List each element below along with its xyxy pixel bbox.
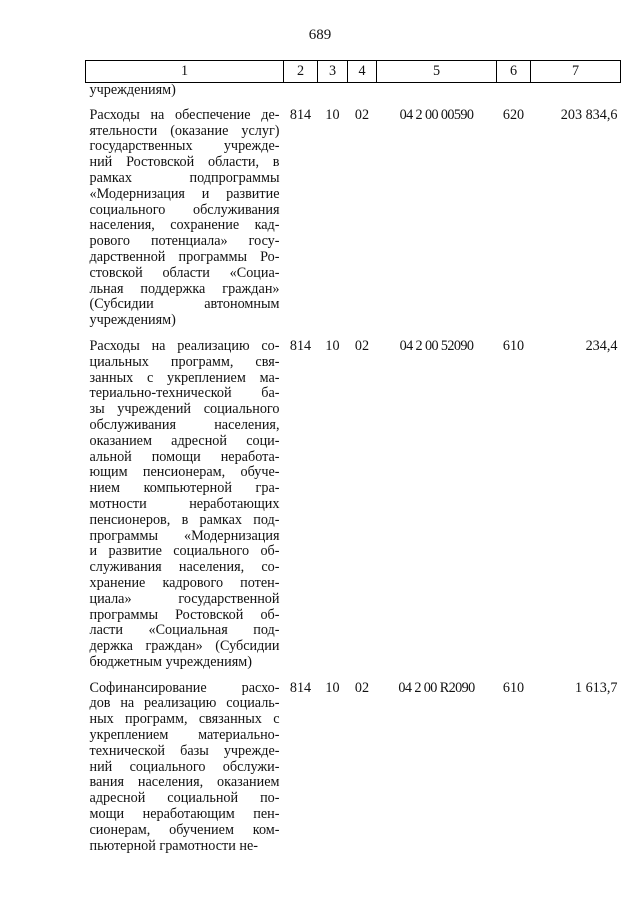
description-line: альной помощи неработа- [89, 448, 280, 465]
description-line: хранение кадрового потен- [89, 574, 280, 591]
row-description [86, 336, 284, 678]
description-line: циальных программ, свя- [89, 353, 280, 370]
description-line: мощи неработающим пен- [89, 806, 280, 823]
description-line: обслуживания населения, [89, 416, 280, 433]
description-line: рамках подпрограммы [89, 169, 280, 186]
description-line: оказанием адресной соци- [89, 432, 280, 449]
description-line: бюджетным учреждениям) [89, 653, 252, 670]
description-line: циала» государственной [89, 590, 280, 607]
description-line: рового потенциала» госу- [89, 233, 280, 250]
row-description [86, 83, 284, 105]
ministry-code: 814 [289, 679, 312, 696]
description-line: Расходы на обеспечение де- [89, 106, 280, 123]
description-line: дарственной программы Ро- [89, 248, 280, 265]
description-line: учреждениям) [89, 312, 176, 329]
description-line: ных программ, связанных с [89, 711, 280, 728]
description-line: занных с укреплением ма- [89, 369, 280, 386]
description-line: «Модернизация и развитие [89, 185, 280, 202]
subsection-code: 02 [354, 106, 370, 123]
description-line: ний социального обслужи- [89, 758, 280, 775]
description-line: нием компьютерной гра- [89, 480, 280, 497]
target-article-code: 04 2 00 00590 [399, 106, 474, 123]
expense-type-code: 620 [502, 106, 525, 123]
description-line: зы учреждений социального [89, 401, 280, 418]
target-article-code: 04 2 00 R2090 [398, 679, 475, 696]
description-line: программы «Модернизация [89, 527, 280, 544]
column-header: 2 [284, 61, 318, 83]
table-row [86, 678, 621, 862]
description-line: держка граждан» (Субсидии [89, 638, 280, 655]
description-line: адресной социальной по- [89, 790, 280, 807]
section-code: 10 [325, 337, 340, 354]
description-line: вания населения, оказанием [89, 774, 280, 791]
description-line: программы Ростовской об- [89, 606, 280, 623]
description-line: укреплением материально- [89, 727, 280, 744]
column-header: 4 [348, 61, 377, 83]
subsection-code: 02 [354, 337, 370, 354]
description-line: дов на реализацию социаль- [89, 695, 280, 712]
ministry-code: 814 [289, 337, 312, 354]
table-row [86, 336, 621, 678]
table-row [86, 105, 621, 336]
description-line: населения, сохранение кад- [89, 217, 280, 234]
description-line: пьютерной грамотности не- [89, 837, 258, 854]
description-line: социального обслуживания [89, 201, 280, 218]
description-line: технической базы учрежде- [89, 742, 280, 759]
expense-type-code: 610 [502, 337, 525, 354]
ministry-code: 814 [289, 106, 312, 123]
amount-value: 203 834,6 [560, 106, 618, 123]
subsection-code: 02 [354, 679, 370, 696]
description-line: ющим пенсионерам, обуче- [89, 464, 280, 481]
description-line: ятельности (оказание услуг) [89, 122, 280, 139]
section-code: 10 [325, 679, 340, 696]
table-row-continuation [86, 83, 621, 105]
description-line: Софинансирование расхо- [89, 679, 280, 696]
column-header: 7 [531, 61, 621, 83]
description-line: ласти «Социальная под- [89, 622, 280, 639]
column-header: 5 [377, 61, 497, 83]
column-header: 6 [497, 61, 531, 83]
description-line: государственных учрежде- [89, 138, 280, 155]
amount-value: 234,4 [585, 337, 618, 354]
description-line: льная поддержка граждан» [89, 280, 280, 297]
description-line: ний Ростовской области, в [89, 154, 280, 171]
table-header-row [86, 61, 621, 83]
description-line: мотности неработающих [89, 495, 280, 512]
section-code: 10 [325, 106, 340, 123]
description-line: Расходы на реализацию со- [89, 337, 280, 354]
description-line: служивания населения, со- [89, 559, 280, 576]
row-description [86, 105, 284, 336]
budget-table [85, 60, 621, 861]
expense-type-code: 610 [502, 679, 525, 696]
amount-value: 1 613,7 [574, 679, 618, 696]
description-line: и развитие социального об- [89, 543, 280, 560]
description-line: учреждениям) [89, 82, 176, 98]
description-line: сионерам, обучением ком- [89, 821, 280, 838]
column-header: 1 [86, 61, 284, 83]
description-line: (Субсидии автономным [89, 296, 280, 313]
target-article-code: 04 2 00 52090 [399, 337, 474, 354]
description-line: стовской области «Социа- [89, 264, 280, 281]
description-line: териально-технической ба- [89, 385, 280, 402]
row-description [86, 678, 284, 862]
column-header: 3 [318, 61, 348, 83]
page-number: 689 [308, 27, 332, 43]
description-line: пенсионеров, в рамках под- [89, 511, 280, 528]
